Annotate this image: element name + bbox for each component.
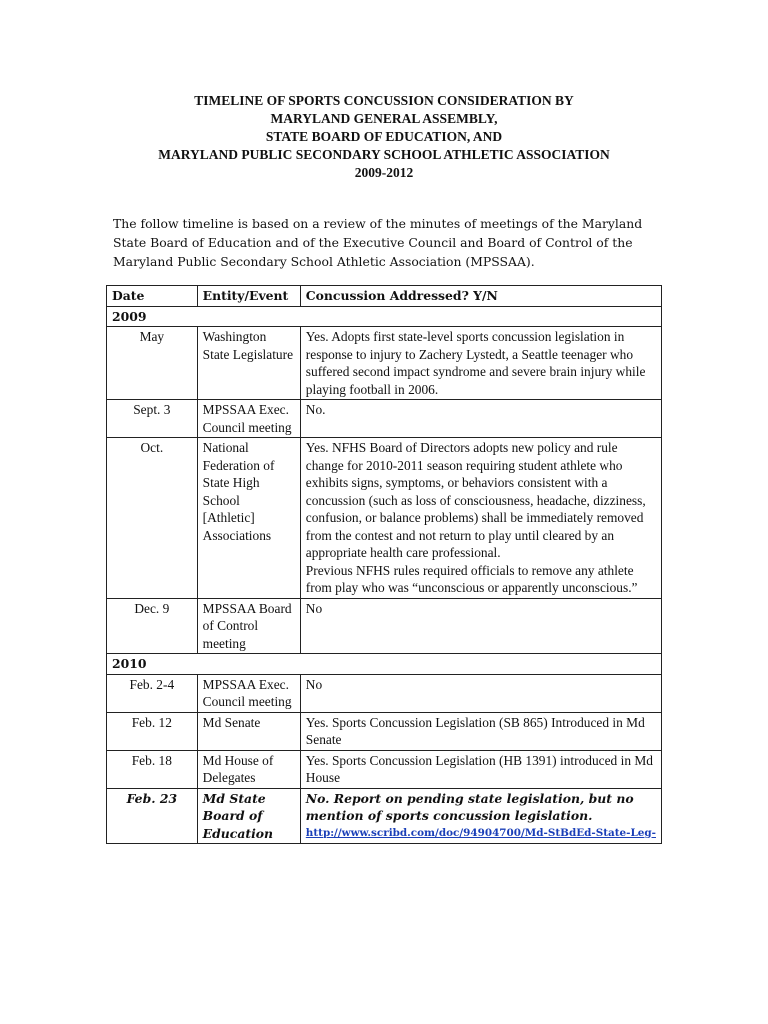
year-label: 2009 <box>107 306 662 327</box>
row-entity: MPSSAA Exec. Council meeting <box>197 400 300 438</box>
scribd-link[interactable]: http://www.scribd.com/doc/94904700/Md-StBdEd-State-Leg- <box>305 826 656 839</box>
title-line-4: MARYLAND PUBLIC SECONDARY SCHOOL ATHLETIC ASSOCIATION <box>158 147 610 162</box>
row-text-cell <box>300 788 661 844</box>
table-row <box>107 400 662 438</box>
year-row-2010 <box>107 654 662 675</box>
row-date: Dec. 9 <box>107 598 198 654</box>
row-text: Yes. Sports Concussion Legislation (SB 865) Introduced in Md Senate <box>300 712 661 750</box>
year-row-2009 <box>107 306 662 327</box>
row-date: Feb. 23 <box>107 788 198 844</box>
table-row <box>107 788 662 844</box>
intro-paragraph: The follow timeline is based on a review of the minutes of meetings of the Maryland State Board of Education and of the Executive Council and Board of Control of the Maryland Public Secondary School Athletic Association (MPSSAA). <box>113 216 643 269</box>
row-date: Feb. 12 <box>107 712 198 750</box>
row-text: No <box>300 598 661 654</box>
title-line-1: TIMELINE OF SPORTS CONCUSSION CONSIDERATION BY <box>194 93 574 108</box>
row-text: Yes. NFHS Board of Directors adopts new policy and rule change for 2010-2011 season requiring student athlete who exhibits signs, symptoms, or behaviors consistent with a concussion (such as loss of consciousness, headache, dizziness, confusion, or balance problems) shall be immediately removed from the contest and not return to play until cleared by an appropriate health care professional. <box>305 440 646 560</box>
table-row <box>107 327 662 400</box>
row-text: No. Report on pending state legislation, but no mention of sports concussion legislation. <box>305 790 634 823</box>
title-line-5: 2009-2012 <box>354 165 414 180</box>
row-entity: MPSSAA Board of Control meeting <box>197 598 300 654</box>
row-entity: National Federation of State High School [Athletic] Associations <box>197 438 300 599</box>
table-row <box>107 750 662 788</box>
row-date: Feb. 2-4 <box>107 674 198 712</box>
row-text: Yes. Adopts first state-level sports concussion legislation in response to injury to Zachery Lystedt, a Seattle teenager who suffered second impact syndrome and severe brain injury while playing football in 2006. <box>300 327 661 400</box>
row-entity: Md Senate <box>197 712 300 750</box>
timeline-table <box>106 285 662 844</box>
row-text-secondary: Previous NFHS rules required officials to remove any athlete from play who was “unconscious or apparently unconscious.” <box>305 562 638 595</box>
table-header-row <box>107 286 662 307</box>
row-date: May <box>107 327 198 400</box>
year-label: 2010 <box>107 654 662 675</box>
document-title <box>0 92 768 182</box>
row-text: No. <box>300 400 661 438</box>
row-date: Sept. 3 <box>107 400 198 438</box>
row-date: Feb. 18 <box>107 750 198 788</box>
table-row <box>107 674 662 712</box>
row-entity: Md State Board of Education <box>197 788 300 844</box>
row-text: No <box>300 674 661 712</box>
table-row <box>107 438 662 599</box>
row-text: Yes. Sports Concussion Legislation (HB 1391) introduced in Md House <box>300 750 661 788</box>
header-date: Date <box>107 286 198 307</box>
row-text-cell <box>300 438 661 599</box>
title-line-2: MARYLAND GENERAL ASSEMBLY, <box>270 111 498 126</box>
header-entity: Entity/Event <box>197 286 300 307</box>
row-date: Oct. <box>107 438 198 599</box>
row-entity: MPSSAA Exec. Council meeting <box>197 674 300 712</box>
row-entity: Washington State Legislature <box>197 327 300 400</box>
table-row <box>107 598 662 654</box>
title-line-3: STATE BOARD OF EDUCATION, AND <box>265 129 503 144</box>
row-entity: Md House of Delegates <box>197 750 300 788</box>
header-concussion: Concussion Addressed? Y/N <box>300 286 661 307</box>
table-row <box>107 712 662 750</box>
